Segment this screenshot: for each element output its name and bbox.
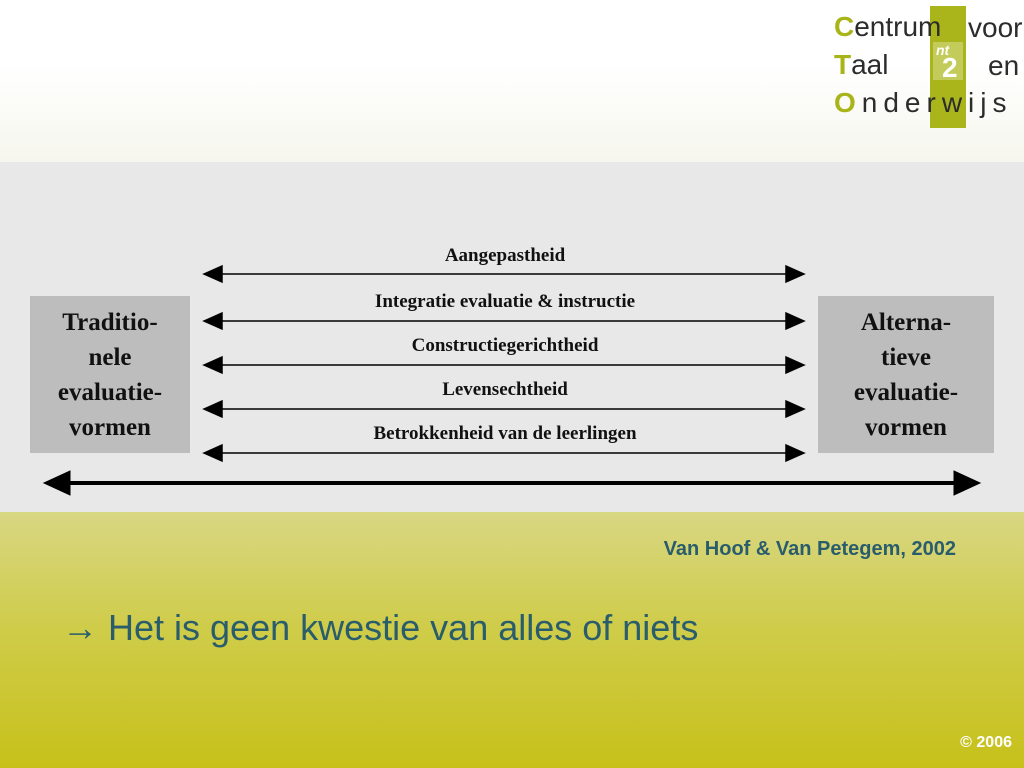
- logo-word-centrum: entrum: [854, 11, 942, 42]
- conclusion-text: [62, 607, 698, 649]
- dimension-label-4: Levensechtheid: [442, 379, 568, 400]
- copyright: © 2006: [960, 734, 1012, 751]
- alternative-evaluation-box: Alterna- tieve evaluatie- vormen: [818, 296, 994, 453]
- dimension-arrow-4: [204, 401, 804, 417]
- dimension-label-5: Betrokkenheid van de leerlingen: [373, 423, 637, 444]
- continuum-arrow: [44, 471, 980, 495]
- logo-word-voor: voor: [968, 12, 1023, 43]
- dimension-label-3: Constructiegerichtheid: [411, 335, 599, 356]
- traditional-evaluation-box: Traditio- nele evaluatie- vormen: [30, 296, 190, 453]
- logo-cap-t: T: [834, 49, 852, 80]
- right-arrow-icon: →: [62, 607, 98, 648]
- dimension-arrow-3: [204, 357, 804, 373]
- dimension-arrow-5: [204, 445, 804, 461]
- dimension-arrow-1: [204, 266, 804, 282]
- dimension-arrow-2: [204, 313, 804, 329]
- logo-word-en: en: [988, 50, 1020, 81]
- dimension-label-1: Aangepastheid: [444, 245, 566, 266]
- citation: Van Hoof & Van Petegem, 2002: [663, 538, 956, 560]
- logo-badge-sup: nt: [936, 42, 950, 58]
- logo-badge-number: 2: [942, 52, 958, 83]
- logo-word-taal: aal: [851, 49, 889, 80]
- logo-cap-c: C: [834, 11, 855, 42]
- logo-word-onderwijs: nderwijs: [861, 87, 1013, 118]
- dimension-label-2: Integratie evaluatie & instructie: [374, 291, 636, 312]
- logo-cap-o: O: [834, 87, 862, 118]
- conclusion-statement: Het is geen kwestie van alles of niets: [108, 607, 699, 648]
